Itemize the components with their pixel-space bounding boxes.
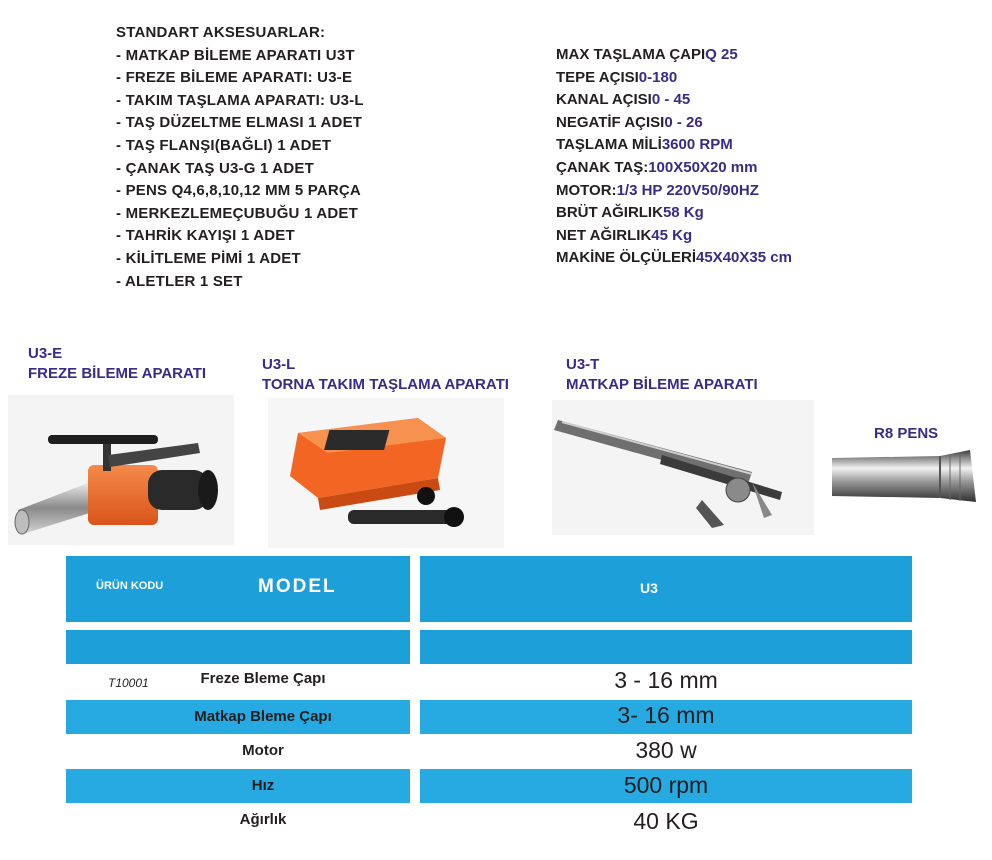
product-caption-u3e	[28, 344, 206, 384]
accessory-item: - TAŞ DÜZELTME ELMASI 1 ADET	[116, 114, 363, 132]
accessory-item: - MERKEZLEMEÇUBUĞU 1 ADET	[116, 204, 358, 222]
product-name: FREZE BİLEME APARATI	[28, 365, 207, 382]
spec-value: 100X50X20 mm	[648, 158, 758, 176]
product-name: MATKAP BİLEME APARATI	[566, 376, 758, 393]
column-header-u3: U3	[640, 580, 658, 596]
table-row-value: 380 w	[635, 737, 697, 763]
spec-label: BRÜT AĞIRLIK	[556, 204, 663, 222]
u3t-drill-grinding-attachment-image	[552, 400, 814, 535]
table-row-label: Hız	[251, 777, 275, 794]
accessory-item: - TAHRİK KAYIŞI 1 ADET	[116, 227, 295, 245]
spec-label: NET AĞIRLIK	[556, 226, 652, 244]
table-header-right	[420, 556, 912, 622]
spec-label: TEPE AÇISI	[556, 68, 639, 86]
spec-label: KANAL AÇISI	[556, 91, 652, 109]
spec-value: 0 - 26	[664, 113, 703, 131]
spec-row	[556, 202, 792, 225]
u3e-grinding-attachment-image	[8, 395, 234, 545]
product-code: R8 PENS	[874, 425, 939, 442]
accessory-item: - ÇANAK TAŞ U3-G 1 ADET	[116, 159, 314, 177]
table-subheader-right	[420, 630, 912, 664]
spec-row	[556, 112, 792, 135]
product-name: TORNA TAKIM TAŞLAMA APARATI	[262, 376, 509, 393]
accessories-title: STANDART AKSESUARLAR:	[116, 24, 326, 41]
spec-value: Q 25	[705, 46, 738, 63]
spec-row	[556, 134, 792, 157]
spec-label: ÇANAK TAŞ:	[556, 158, 649, 176]
spec-row	[556, 157, 792, 180]
table-row-label: Matkap Bleme Çapı	[194, 708, 332, 725]
spec-value: 0 - 45	[651, 91, 691, 109]
product-code-cell: T10001	[108, 676, 149, 690]
spec-label: MAX TAŞLAMA ÇAPI	[556, 46, 706, 63]
accessories-list	[116, 22, 364, 293]
table-row-value: 500 rpm	[623, 772, 709, 798]
accessory-item: - TAKIM TAŞLAMA APARATI: U3-L	[116, 91, 364, 109]
accessory-item: - KİLİTLEME PİMİ 1 ADET	[116, 249, 301, 267]
product-code: U3-L	[262, 356, 296, 373]
product-code: U3-T	[566, 356, 600, 373]
column-header-model: MODEL	[258, 576, 337, 597]
spec-value: 58 Kg	[662, 204, 704, 222]
table-row-value: 3 - 16 mm	[614, 667, 718, 693]
spec-label: TAŞLAMA MİLİ	[556, 136, 662, 154]
product-code: U3-E	[28, 345, 63, 362]
spec-list	[556, 44, 792, 270]
spec-label: MOTOR:	[556, 181, 617, 199]
spec-value: 45 Kg	[651, 226, 693, 244]
spec-value: 3600 RPM	[661, 136, 733, 154]
table-subheader-left	[66, 630, 410, 664]
table-row-value: 40 KG	[633, 808, 699, 834]
spec-label: MAKİNE ÖLÇÜLERİ	[556, 249, 696, 267]
spec-value: 0-180	[638, 68, 678, 86]
product-caption-u3t	[566, 355, 758, 395]
accessory-item: - PENS Q4,6,8,10,12 MM 5 PARÇA	[116, 182, 361, 200]
spec-row	[556, 89, 792, 112]
column-header-product-code: ÜRÜN KODU	[96, 580, 164, 592]
accessory-item: - ALETLER 1 SET	[116, 272, 243, 290]
accessory-item: - MATKAP BİLEME APARATI U3T	[116, 46, 355, 64]
spec-value: 45X40X35 cm	[696, 249, 792, 267]
spec-row	[556, 225, 792, 248]
u3l-tool-grinding-attachment-image	[268, 398, 504, 548]
table-row-label: Motor	[242, 742, 284, 759]
product-caption-u3l	[262, 355, 509, 395]
product-caption-r8	[874, 424, 938, 444]
accessory-item: - TAŞ FLANŞI(BAĞLI) 1 ADET	[116, 136, 332, 154]
table-row-label: Freze Bleme Çapı	[200, 670, 326, 687]
spec-value: 1/3 HP 220V50/90HZ	[616, 181, 759, 199]
table-row-value: 3- 16 mm	[617, 702, 715, 728]
spec-row	[556, 67, 792, 90]
spec-row	[556, 247, 792, 270]
accessory-item: - FREZE BİLEME APARATI: U3-E	[116, 69, 353, 87]
spec-label: NEGATİF AÇISI	[556, 113, 665, 131]
spec-row	[556, 180, 792, 203]
table-row-label: Ağırlık	[239, 811, 287, 828]
spec-row	[556, 44, 792, 67]
r8-collet-image	[830, 448, 980, 506]
